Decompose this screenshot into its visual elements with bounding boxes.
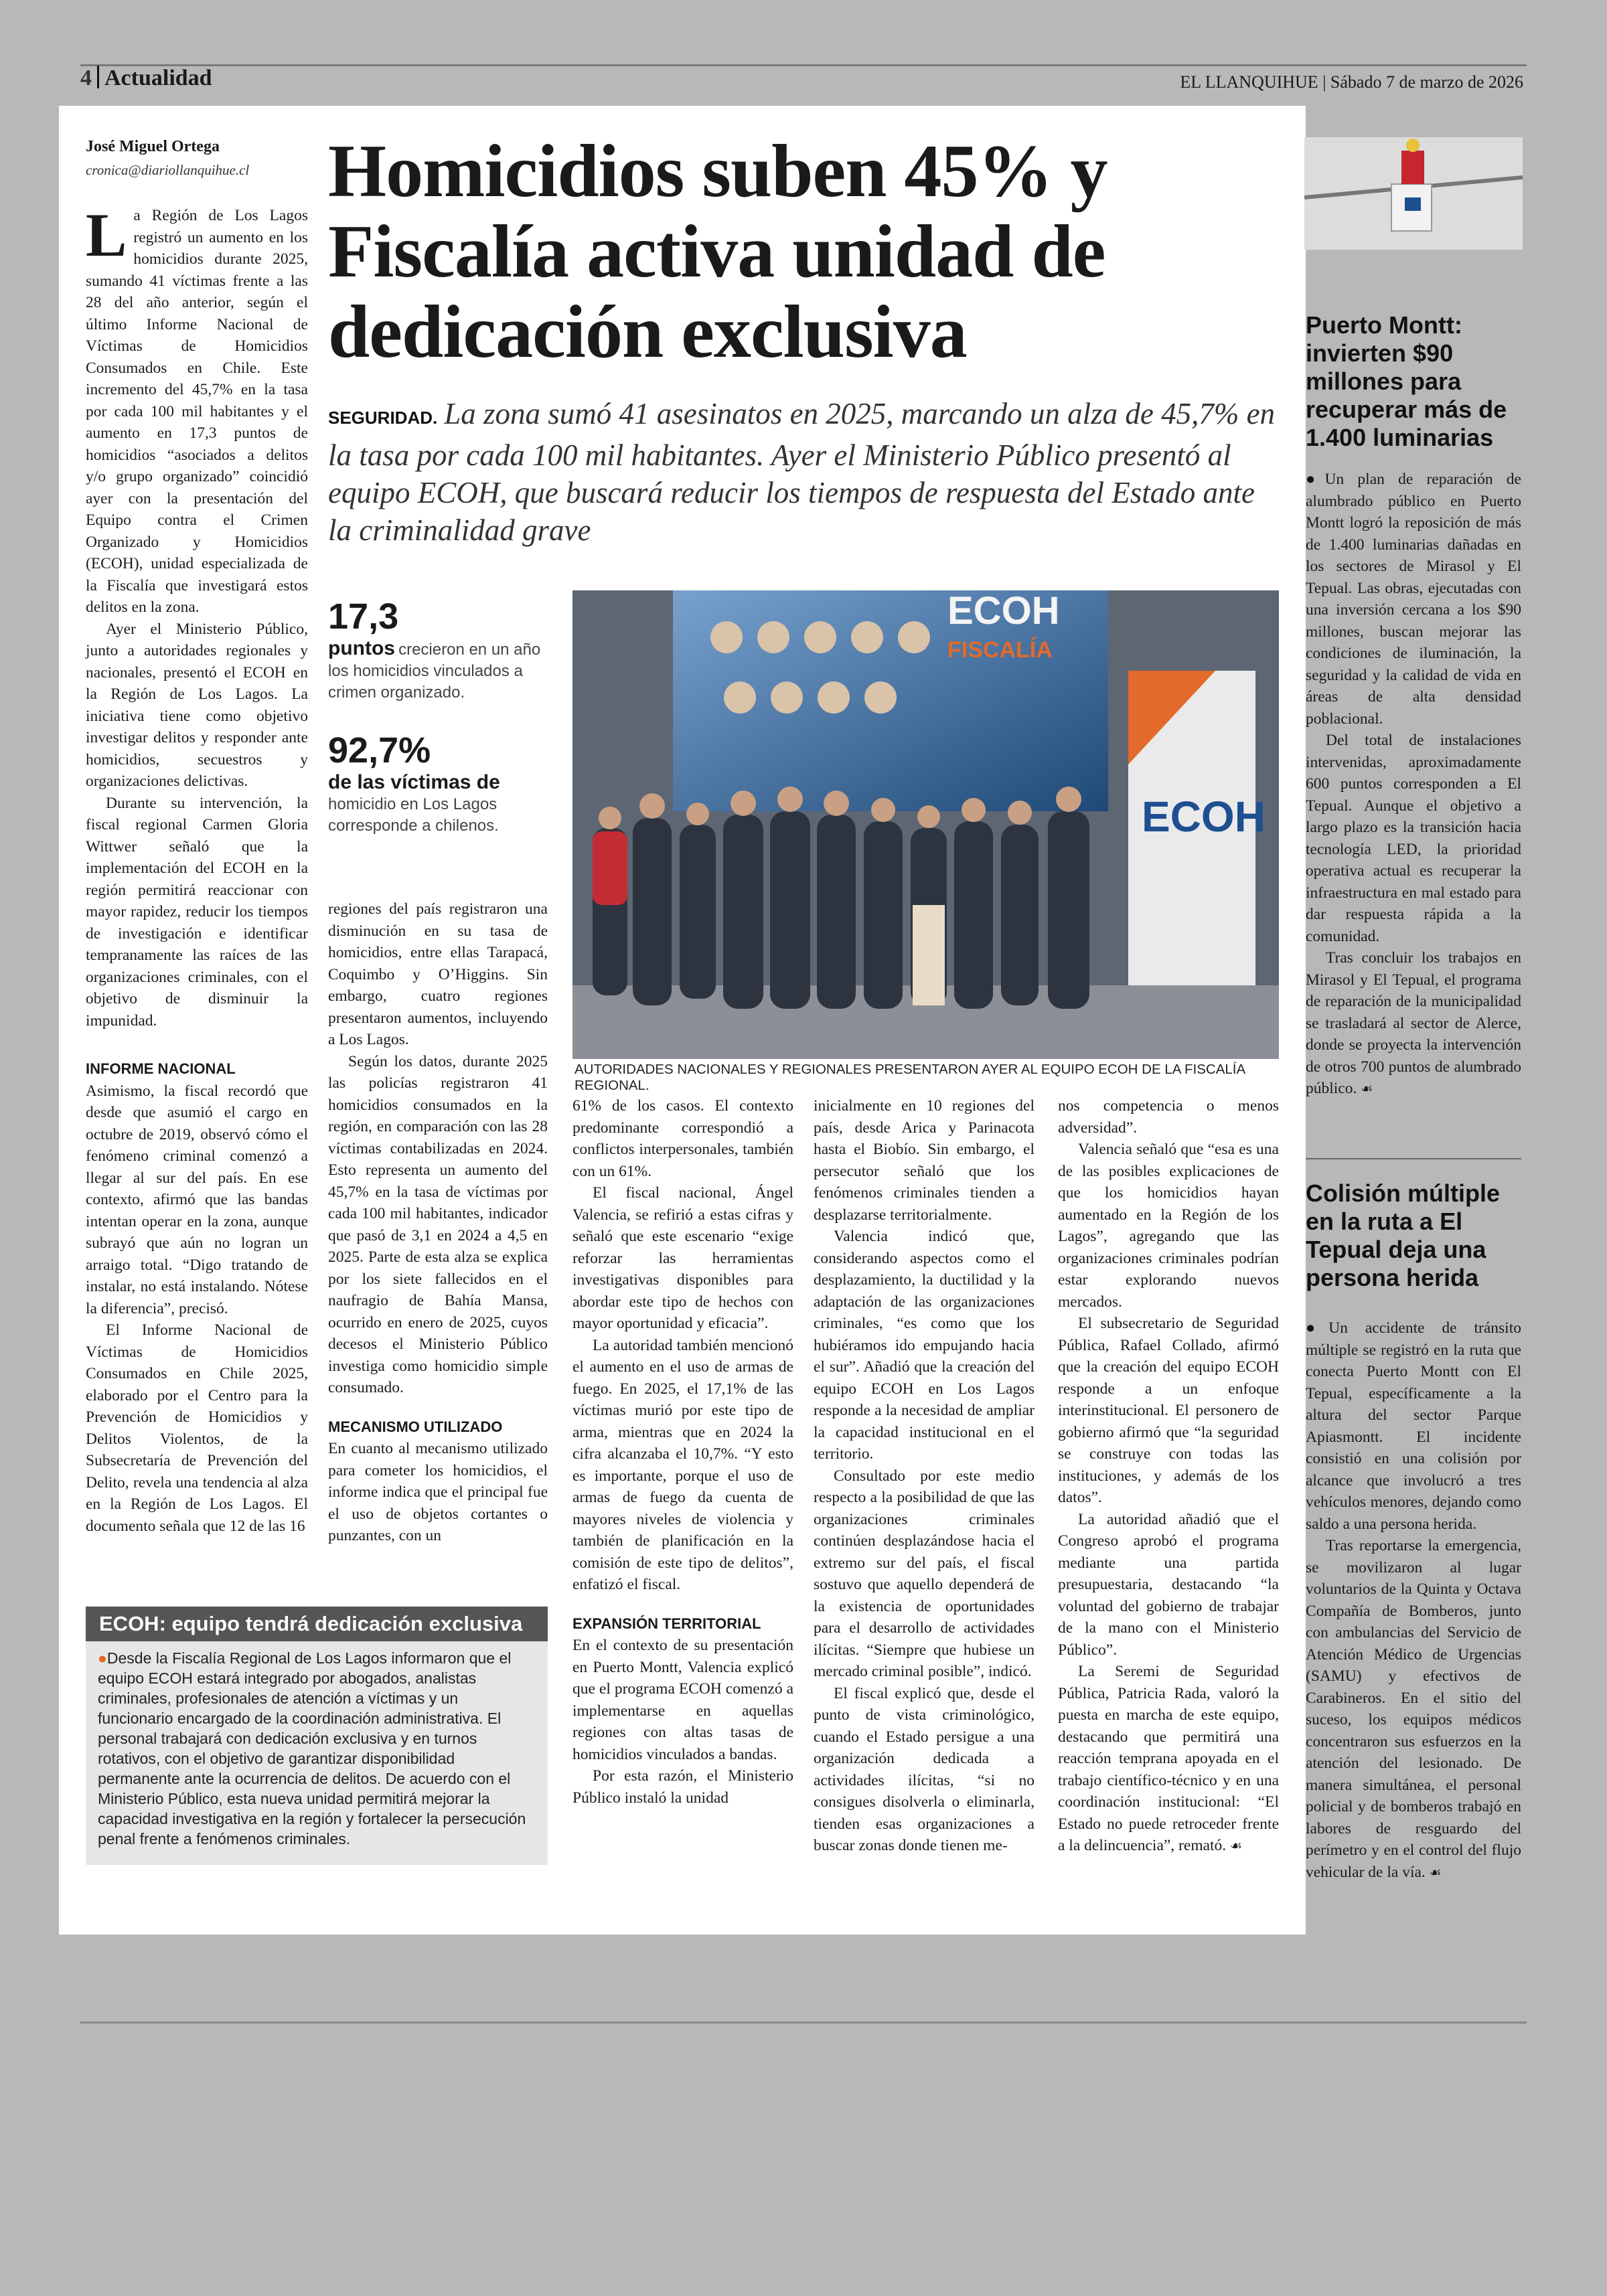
banner-text: ECOH: [1142, 793, 1266, 841]
section-name: Actualidad: [104, 66, 212, 90]
deck-text: La zona sumó 41 asesinatos en 2025, marcando un alza de 45,7% en la tasa por cada 100 mil habitantes. Ayer el Ministerio Público presentó al equipo ECOH, que buscará reducir los tiempos de respuesta del Estado ante la criminalidad grave: [328, 397, 1276, 547]
paragraph: nos competencia o menos adversidad”.: [1058, 1097, 1279, 1137]
paragraph: Asimismo, la fiscal recordó que desde que asumió el cargo en octubre de 2019, observó cómo el fenómeno criminal comenzó a llegar al sur del país. En ese contexto, afirmó que las bandas intentan operar en la zona, aunque subrayó que aún no logran un arraigo total. “Digo tratando de instalar, no está instalando. Nótese la diferencia”, precisó.: [86, 1082, 308, 1317]
subheading: INFORME NACIONAL: [86, 1060, 236, 1077]
paragraph: [1058, 1661, 1279, 1857]
stat-text: crecieron en un año los homicidios vinculados a crimen organizado.: [328, 641, 541, 702]
byline: José Miguel Ortega: [86, 138, 220, 155]
end-mark-icon: ☙: [1230, 1837, 1242, 1854]
paragraph: Un plan de reparación de alumbrado público en Puerto Montt logró la reposición de más de 1.400 luminarias dañadas en los sectores de Mirasol y El Tepual. Las obras, ejecutadas con una inversión cercana a los $90 millones, buscan mejorar las condiciones de iluminación, la seguridad y la calidad de vida en áreas de alta densidad poblacional.: [1306, 471, 1521, 728]
paragraph-text: La Seremi de Seguridad Pública, Patricia Rada, valoró la puesta en marcha de este equipo, destacando que permitirá una reacción temprana apoyada en el trabajo científico-técnico y en una coordinación institucional: “El Estado no puede retroceder frente a la delincuencia”, remató.: [1058, 1663, 1279, 1854]
paragraph: El fiscal nacional, Ángel Valencia, se refirió a estas cifras y señaló que este escenario “exige reforzar las herramientas investigativas disponibles para abordar este tipo de hechos con mayor oportunidad y eficacia”.: [572, 1184, 793, 1332]
page-number: 4: [80, 66, 92, 90]
newspaper-name: EL LLANQUIHUE: [1180, 72, 1318, 92]
sidebar-story-1: [1306, 469, 1521, 1100]
paragraph: El subsecretario de Seguridad Pública, Rafael Collado, afirmó que la creación del equipo ECOH responde a un enfoque interinstitucional. El personero de gobierno afirmó que “la seguridad se construye con todas las instituciones, y además de los datos”.: [1058, 1315, 1279, 1506]
photo-caption: AUTORIDADES NACIONALES Y REGIONALES PRESENTARON AYER AL EQUIPO ECOH DE LA FISCALÍA REGIONAL.: [575, 1062, 1245, 1093]
end-mark-icon: ☙: [1361, 1080, 1373, 1096]
bullet-icon: ●: [98, 1649, 107, 1667]
paragraph: El fiscal explicó que, desde el punto de vista criminológico, cuando el Estado persigue a una organización dedicada a actividades ilícitas, “si no consigues disolverla o eliminarla, tienden esas organizaciones a buscar zonas donde tienen me-: [814, 1684, 1035, 1854]
publication-date: Sábado 7 de marzo de 2026: [1330, 72, 1523, 92]
photo-illustration: [572, 590, 1279, 1059]
byline-email: cronica@diariollanquihue.cl: [86, 162, 250, 178]
paragraph: a Región de Los Lagos registró un aumento en los homicidios durante 2025, sumando 41 víctimas frente a las 28 del año anterior, según el último Informe Nacional de Víctimas de Homicidios Consumados en Chile. Este incremento del 45,7% en la tasa por cada 100 mil habitantes y el aumento en 17,3 puntos de homicidios “asociados a delitos y/o grupo organizado” coincidió ayer con la presentación del Equipo contra el Crimen Organizado y Homicidios (ECOH), unidad especializada de la Fiscalía que investigará estos delitos en la zona.: [86, 207, 308, 616]
sidebar-story-1-title: Puerto Montt: invierten $90 millones para recuperar más de 1.400 luminarias: [1306, 311, 1507, 451]
publication-info: EL LLANQUIHUE | Sábado 7 de marzo de 2026: [1180, 72, 1523, 92]
paragraph: Del total de instalaciones intervenidas, aproximadamente 600 puntos corresponden a El Tepual. Aunque el objetivo a largo plazo es la transición hacia tecnología LED, la prioridad operativa actual es recuperar la infraestructura en mal estado para dar respuesta rápida a la comunidad.: [1306, 732, 1521, 945]
paragraph-text: Tras concluir los trabajos en Mirasol y El Tepual, el programa de reparación de la municipalidad se trasladará al sector de Alerce, donde se proyecta la intervención de otros 700 puntos de alumbrado público.: [1306, 949, 1521, 1097]
paragraph: [1306, 1535, 1521, 1883]
paragraph: regiones del país registraron una disminución en su tasa de homicidios, entre ellas Tarapacá, Coquimbo y O’Higgins. Sin embargo, cuatro regiones presentaron aumentos, incluyendo a Los Lagos.: [328, 900, 548, 1048]
paragraph: Según los datos, durante 2025 las policías registraron 41 homicidios consumados en la región, en comparación con las 28 víctimas contabilizadas en 2024. Esto representa un aumento del 45,7% en la tasa de víctimas por cada 100 mil habitantes, indicador que pasó de 3,1 en 2024 a 4,5 en 2025. Parte de esta alza se explica por los siete fallecidos en el naufragio de Bahía Mansa, ocurrido en enero de 2025, cuyos decesos el Ministerio Público investiga como homicidio simple consumado.: [328, 1052, 548, 1396]
sidebar-story-2-title: Colisión múltiple en la ruta a El Tepual deja una persona herida: [1306, 1179, 1501, 1291]
subheading: MECANISMO UTILIZADO: [328, 1418, 503, 1435]
stat-label: puntos: [328, 637, 395, 659]
stat-label: de las víctimas de: [328, 771, 500, 793]
paragraph: Ayer el Ministerio Público, junto a autoridades regionales y nacionales, presentó el ECOH en la Región de Los Lagos. La iniciativa tiene como objetivo investigar delitos y responder ante homicidios, secuestros y organizaciones delictivas.: [86, 620, 308, 790]
screen-subtitle: FISCALÍA: [947, 637, 1053, 663]
paragraph: El Informe Nacional de Víctimas de Homicidios Consumados en Chile 2025, elaborado por el Centro para la Prevención de Homicidios y Delitos Violentos, de la Subsecretaría de Prevención del Delito, revela una tendencia al alza en la Región de Los Lagos. El documento señala que 12 de las 16: [86, 1321, 308, 1535]
sidebar-photo: [1304, 137, 1523, 250]
paragraph: En cuanto al mecanismo utilizado para cometer los homicidios, el informe indica que el principal fue el uso de objetos cortantes o punzantes, con un: [328, 1440, 548, 1544]
stat-number: 17,3: [328, 596, 399, 637]
header-rule: [80, 64, 1527, 66]
article-column-2: [328, 898, 548, 1547]
sidebar-story-2: [1306, 1317, 1521, 1883]
article-column-4: [814, 1095, 1035, 1857]
info-box-text: Desde la Fiscalía Regional de Los Lagos informaron que el equipo ECOH estará integrado por abogados, analistas criminales, profesionales de atención a víctimas y un funcionario encargado de la coordinación administrativa. El personal trabajará con dedicación exclusiva y en turnos rotativos, con el objetivo de garantizar disponibilidad permanente ante la ocurrencia de delitos. De acuerdo con el Ministerio Público, esta nueva unidad permitirá mejorar la capacidad investigativa en la región y fortalecer la persecución penal frente a fenómenos criminales.: [98, 1649, 526, 1848]
info-box: [86, 1607, 548, 1865]
paragraph: Un accidente de tránsito múltiple se registró en la ruta que conecta Puerto Montt con El Tepual, específicamente a la altura del sector Parque Apiasmontt. El incidente consistió en una colisión por alcance que involucró a tres vehículos menores, dejando como saldo a una persona herida.: [1306, 1319, 1521, 1533]
paragraph: 61% de los casos. El contexto predominante correspondió a conflictos interpersonales, también con un 61%.: [572, 1097, 793, 1180]
paragraph: La autoridad añadió que el Congreso aprobó el programa mediante una partida presupuestaria, destacando “la voluntad del gobierno de trabajar de la mano con el Ministerio Público”.: [1058, 1510, 1279, 1659]
paragraph: Consultado por este medio respecto a la posibilidad de que las organizaciones criminales continúen desplazándose hacia el extremo sur del país, el fiscal sostuvo que aquello dependerá de la existencia de oportunidades para el desarrollo de actividades ilícitas. “Siempre que hubiese un mercado criminal posible”, indicó.: [814, 1467, 1035, 1680]
stat-text: homicidio en Los Lagos corresponde a chilenos.: [328, 795, 499, 835]
bullet-icon: ●: [1306, 1319, 1329, 1337]
sidebar-divider: [1306, 1158, 1521, 1159]
article-column-5: [1058, 1095, 1279, 1857]
end-mark-icon: ☙: [1429, 1864, 1442, 1880]
kicker: SEGURIDAD.: [328, 408, 438, 428]
paragraph: Por esta razón, el Ministerio Público instaló la unidad: [572, 1767, 793, 1807]
stat-number: 92,7%: [328, 730, 431, 770]
article-column-3: [572, 1095, 793, 1809]
info-box-body: [86, 1641, 548, 1865]
paragraph-text: Tras reportarse la emergencia, se movilizaron al lugar voluntarios de la Quinta y Octava Compañía de Bomberos, junto con ambulancias del Servicio de Atención Médico de Urgencias (SAMU) y efectivos de Carabineros. En el sitio del suceso, los equipos médicos concentraron sus esfuerzos en la atención del lesionado. De manera simultánea, el personal policial y de bomberos trabajó en labores de resguardo del perímetro y en el control del flujo vehicular de la vía.: [1306, 1537, 1521, 1881]
info-box-title: ECOH: equipo tendrá dedicación exclusiva: [86, 1607, 548, 1641]
article-column-1: [86, 201, 308, 1537]
deck: [328, 395, 1279, 549]
stat-block-1: [328, 596, 542, 704]
streetlight-worker-illustration: [1304, 137, 1523, 250]
drop-cap: L: [86, 201, 127, 269]
screen-title: ECOH: [947, 590, 1060, 633]
paragraph: La autoridad también mencionó el aumento en el uso de armas de fuego. En 2025, el 17,1% de las víctimas murió por este tipo de arma, mientras que en 2024 la cifra alcanzaba el 10,7%. “Y esto es importante, porque el uso de armas de fuego da cuenta de mayores niveles de violencia y también de planificación en la comisión de este tipo de delitos”, enfatizó el fiscal.: [572, 1336, 793, 1593]
bullet-icon: ●: [1306, 471, 1325, 488]
headline: Homicidios suben 45% y Fiscalía activa unidad de dedicación exclusiva: [328, 130, 1107, 374]
paragraph: [1306, 947, 1521, 1100]
section-header: [80, 66, 212, 91]
subheading: EXPANSIÓN TERRITORIAL: [572, 1615, 761, 1632]
paragraph: En el contexto de su presentación en Puerto Montt, Valencia explicó que el programa ECOH comenzó a implementarse en aquellas regiones con altas tasas de homicidios vinculados a bandas.: [572, 1637, 793, 1763]
event-photo: [572, 590, 1279, 1059]
footer-rule: [80, 2022, 1527, 2024]
paragraph: inicialmente en 10 regiones del país, desde Arica y Parinacota hasta el Biobío. Sin embargo, el persecutor señaló que los fenómenos criminales tienden a desplazarse territorialmente.: [814, 1097, 1035, 1224]
paragraph: Durante su intervención, la fiscal regional Carmen Gloria Wittwer señaló que la implementación del ECOH en la región permitirá reaccionar con mayor rapidez, reducir los tiempos de investigación e identificar tempranamente las raíces de las organizaciones criminales, con el objetivo de disminuir la impunidad.: [86, 794, 308, 1030]
stat-block-2: [328, 730, 542, 837]
paragraph: Valencia señaló que “esa es una de las posibles explicaciones de que los homicidios hayan aumentado en la Región de los Lagos”, agregando que las organizaciones criminales podrían estar explorando nuevos mercados.: [1058, 1141, 1279, 1311]
paragraph: Valencia indicó que, considerando aspectos como el desplazamiento, la ductilidad y la adaptación de las organizaciones criminales, “es como que los hubiéramos ido empujando hacia el sur”. Añadió que la creación del equipo ECOH en Los Lagos responde a la necesidad de ampliar la capacidad institucional en el territorio.: [814, 1228, 1035, 1463]
